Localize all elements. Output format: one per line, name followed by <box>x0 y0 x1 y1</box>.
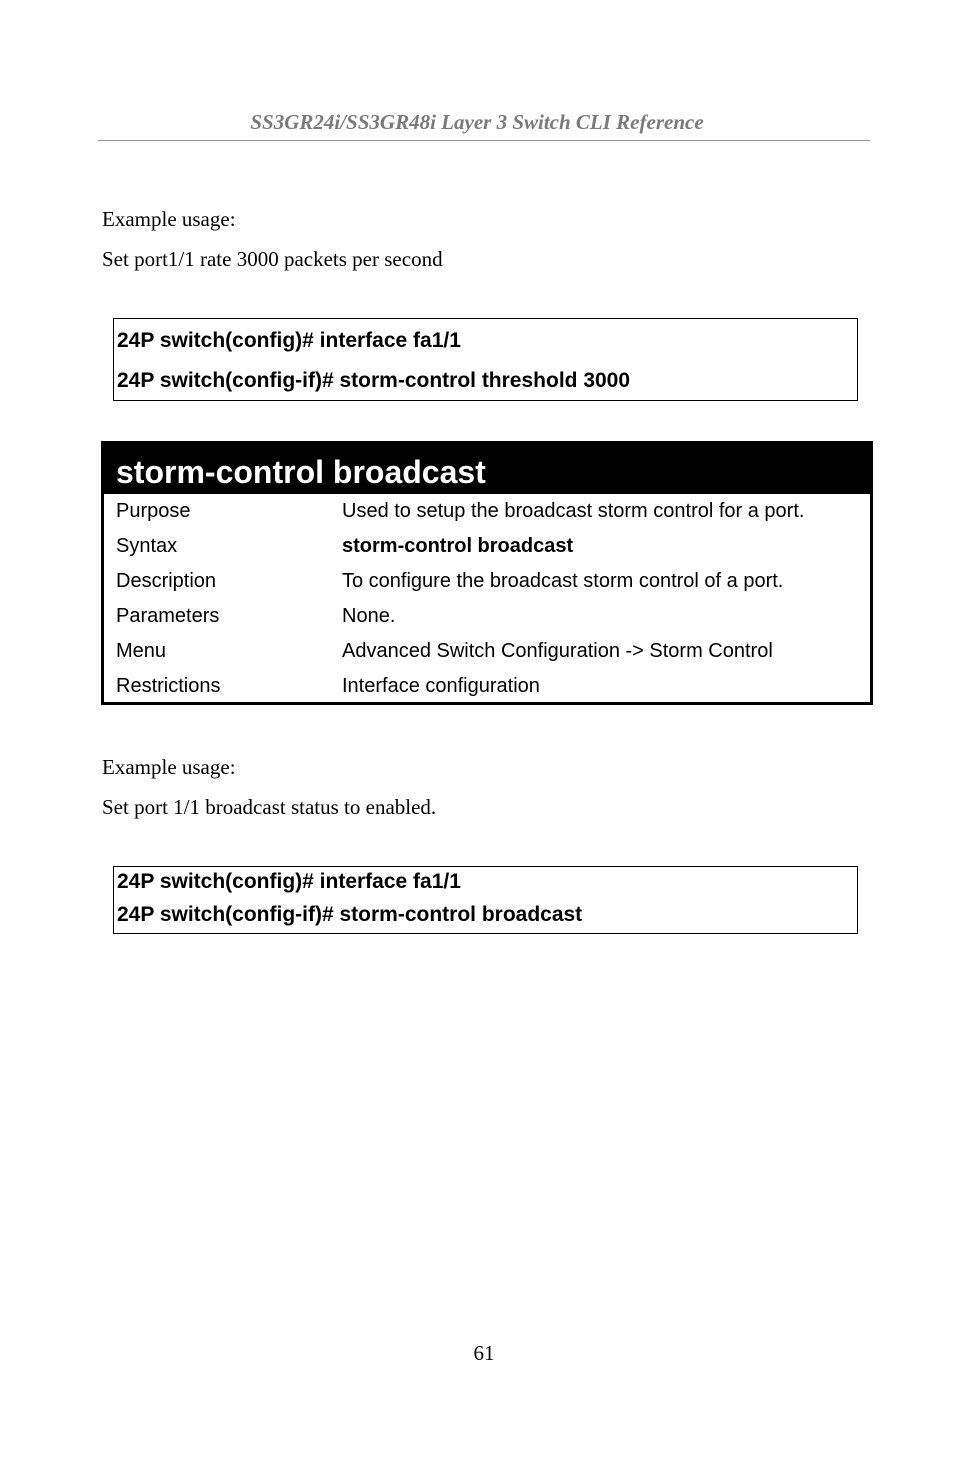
code-line: 24P switch(config)# interface fa1/1 <box>117 329 461 352</box>
row-label: Syntax <box>116 535 178 557</box>
row-label: Purpose <box>116 500 191 522</box>
example-description: Set port1/1 rate 3000 packets per second <box>102 247 443 271</box>
row-label: Description <box>116 570 217 592</box>
row-label: Restrictions <box>116 675 221 697</box>
code-line: 24P switch(config-if)# storm-control threshold 3000 <box>117 369 631 392</box>
row-value: Interface configuration <box>342 675 540 697</box>
row-value: To configure the broadcast storm control of a port. <box>342 570 784 592</box>
command-name-heading: storm-control broadcast <box>104 444 870 494</box>
page-number: 61 <box>473 1341 495 1365</box>
table-row-restrictions <box>104 669 870 704</box>
code-example-box <box>113 318 858 401</box>
row-value: Advanced Switch Configuration -> Storm Control <box>342 640 773 662</box>
row-value: Used to setup the broadcast storm control for a port. <box>342 500 805 522</box>
row-label: Menu <box>116 640 167 662</box>
example-usage-label: Example usage: <box>102 207 236 231</box>
code-line: 24P switch(config-if)# storm-control broadcast <box>117 903 583 926</box>
example-description: Set port 1/1 broadcast status to enabled. <box>102 795 437 819</box>
table-row-description <box>104 564 870 599</box>
header-divider <box>98 140 870 141</box>
code-example-box <box>113 866 858 934</box>
table-row-parameters <box>104 599 870 634</box>
row-label: Parameters <box>116 605 220 627</box>
table-row-syntax <box>104 529 870 564</box>
row-value: None. <box>342 605 396 627</box>
example-usage-label: Example usage: <box>102 755 236 779</box>
document-header-title: SS3GR24i/SS3GR48i Layer 3 Switch CLI Reference <box>250 110 704 134</box>
table-row-menu <box>104 634 870 669</box>
table-row-purpose <box>104 494 870 529</box>
command-reference-table <box>101 441 873 705</box>
row-value: storm-control broadcast <box>342 535 574 557</box>
code-line: 24P switch(config)# interface fa1/1 <box>117 870 461 893</box>
